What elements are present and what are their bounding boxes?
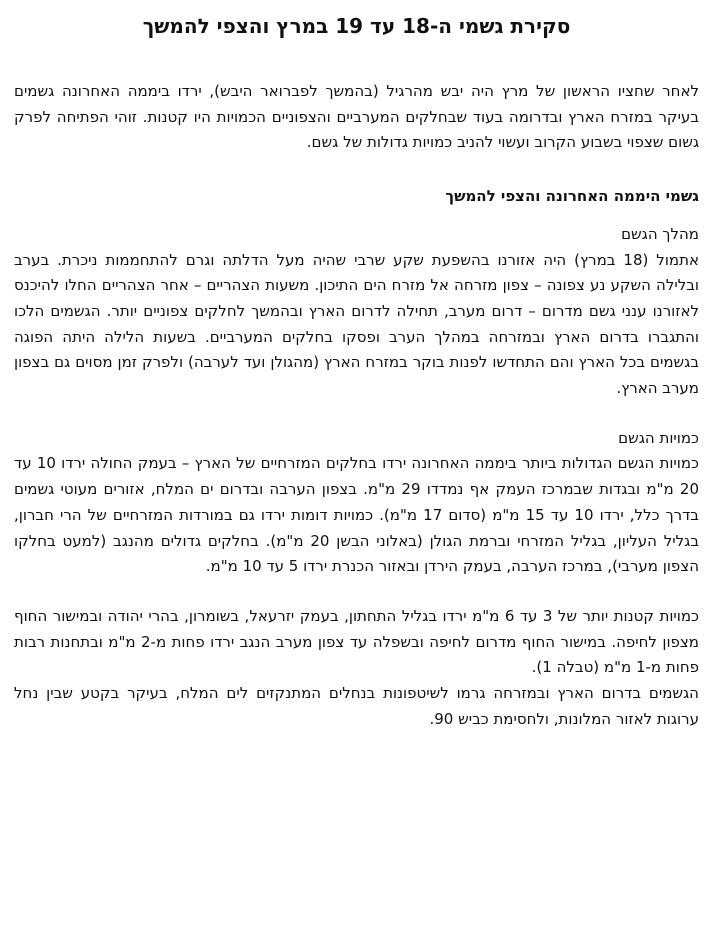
rain-amounts-label: כמויות הגשם [618,428,699,447]
section-heading: גשמי היממה האחרונה והצפי להמשך [445,187,699,206]
rain-amounts-paragraph: כמויות הגשם הגדולות ביותר ביממה האחרונה ירדו בחלקים המזרחיים של הארץ – בעמק החולה ירדו 10 עד 20 מ"מ ובגדות שבמרכז העמק אף נמדדו 29 מ"מ. בצפון הערבה ובדרום ים המלח, אזורים מעוטי גשמים בדרך כלל, ירדו 10 עד 15 מ"מ (סדום 17 מ"מ). כמויות דומות ירדו גם במורדות המזרחיים של הרי חברון, בגליל העליון, בגליל המזרחי וברמת הגולן (באלוני הבשן 20 מ"מ). בחלקים גדולים מהנגב (למעט בחלקו הצפון מערבי), במרכז הערבה, בעמק הירדן ובאזור הכנרת ירדו 5 עד 10 מ"מ. [14,454,699,576]
floods-paragraph: הגשמים בדרום הארץ ובמזרחה גרמו לשיטפונות בנחלים המתנקזים לים המלח, בעיקר בקטע שבין נחל ערוגות לאזור המלונות, ולחסימת כביש 90. [14,684,699,728]
rain-course-paragraph: אתמול (18 במרץ) היה אזורנו בהשפעת שקע שרבי שהיה מעל הדלתה וגרם להתחממות ניכרת. בערב ובלילה השקע נע צפונה – צפון מזרחה אל מזרח הים התיכון. משעות הצהריים – אחר הצהריים החלו להיכנס לאזורנו ענני גשם מדרום – דרום מערב, תחילה לדרום הארץ ובהמשך לחלקים צפוניים יותר. הגשמים הלכו והתגברו בדרום הארץ ובמזרחה במהלך הערב ופסקו בחלקים המערביים. בשעות הלילה היתה הפוגה בגשמים בכל הארץ והם התחדשו לפנות בוקר במזרח הארץ (מהגולן ועד לערבה) ולפרק זמן מסוים גם בצפון מערב הארץ. [14,250,699,398]
small-amounts-paragraph: כמויות קטנות יותר של 3 עד 6 מ"מ ירדו בגליל התחתון, בעמק יזרעאל, בשומרון, בהרי יהודה ובמישור החוף מצפון לחיפה. במישור החוף מדרום לחיפה ובשפלה עד צפון מערב הנגב ירדו פחות מ-2 מ"מ ובתחנות רבות פחות מ-1 מ"מ (טבלה 1). [14,606,699,677]
intro-paragraph: לאחר שחציו הראשון של מרץ היה יבש מהרגיל (בהמשך לפברואר היבש), ירדו ביממה האחרונה גשמים בעיקר במזרח הארץ ובדרומה בעוד שבחלקים המערביים והצפוניים הכמויות היו קטנות. זוהי הפתיחה לפרק גשום שצפוי בשבוע הקרוב ועשוי להניב כמויות גדולות של גשם. [14,82,699,152]
document-title: סקירת גשמי ה-18 עד 19 במרץ והצפי להמשך [142,14,571,38]
rain-course-label: מהלך הגשם [621,224,699,243]
